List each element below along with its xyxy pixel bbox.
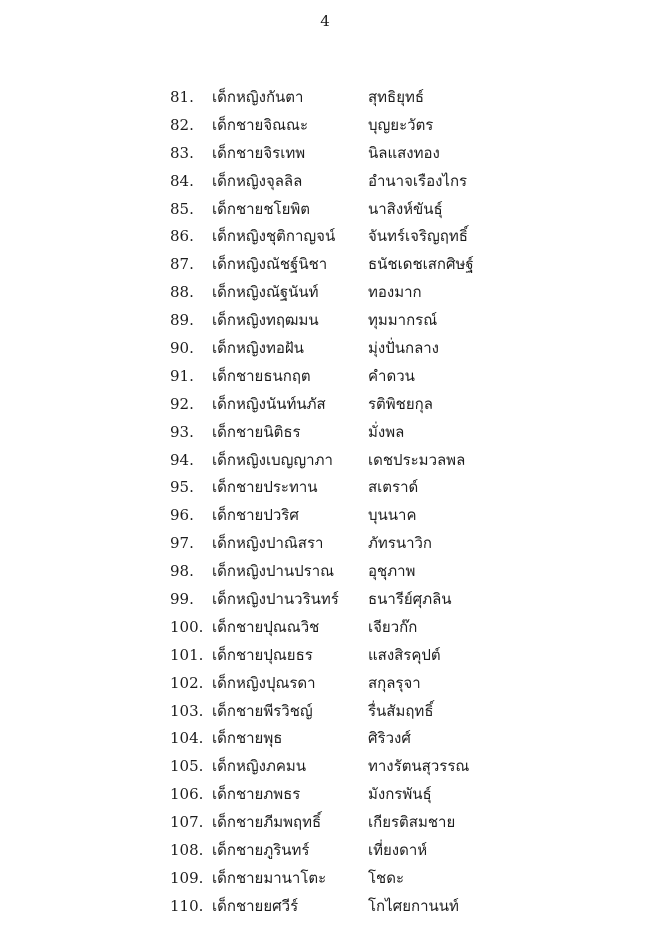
entry-number: 105.	[170, 757, 204, 776]
entry-number: 93.	[170, 422, 194, 441]
entry-given-name: เด็กชายประทาน	[212, 478, 318, 497]
list-item	[0, 868, 650, 896]
entry-given-name: เด็กหญิงทฤฒมน	[212, 311, 319, 330]
entry-given-name: เด็กหญิงภคมน	[212, 757, 307, 776]
entry-given-name: เด็กชายภูรินทร์	[212, 841, 310, 860]
page-number: 4	[320, 12, 330, 30]
entry-number: 98.	[170, 562, 194, 581]
list-item	[0, 589, 650, 617]
entry-number: 82.	[170, 115, 194, 134]
entry-surname: นาสิงห์ขันธุ์	[368, 199, 443, 218]
entry-given-name: เด็กชายปุณณวิช	[212, 617, 320, 636]
list-item	[0, 561, 650, 589]
entry-number: 110.	[170, 896, 204, 915]
entry-given-name: เด็กชายชโยพิต	[212, 199, 310, 218]
list-item	[0, 896, 650, 924]
entry-given-name: เด็กชายยศวีร์	[212, 896, 299, 915]
entry-given-name: เด็กหญิงปาณิสรา	[212, 534, 324, 553]
list-item	[0, 115, 650, 143]
entry-number: 97.	[170, 534, 194, 553]
entry-number: 90.	[170, 339, 194, 358]
entry-given-name: เด็กชายพุธ	[212, 729, 283, 748]
entry-surname: จันทร์เจริญฤทธิ์	[368, 227, 468, 246]
list-item	[0, 701, 650, 729]
entry-surname: บุนนาค	[368, 506, 417, 525]
entry-number: 84.	[170, 171, 194, 190]
entry-number: 109.	[170, 868, 204, 887]
entry-surname: สกุลรุจา	[368, 673, 421, 692]
entry-surname: ทุมมากรณ์	[368, 311, 438, 330]
list-item	[0, 254, 650, 282]
entry-number: 87.	[170, 255, 194, 274]
entry-surname: เจียวก๊ก	[368, 617, 418, 636]
entry-number: 85.	[170, 199, 194, 218]
list-item	[0, 617, 650, 645]
entry-number: 108.	[170, 841, 204, 860]
entry-surname: มุ่งปั่นกลาง	[368, 339, 440, 358]
entry-given-name: เด็กหญิงณัฐนันท์	[212, 283, 319, 302]
entry-surname: อำนาจเรืองไกร	[368, 171, 468, 190]
entry-given-name: เด็กชายภีมพฤทธิ์	[212, 813, 322, 832]
entry-number: 101.	[170, 645, 204, 664]
list-item	[0, 199, 650, 227]
entry-number: 102.	[170, 673, 204, 692]
list-item	[0, 477, 650, 505]
entry-given-name: เด็กชายนิติธร	[212, 422, 301, 441]
entry-surname: แสงสิรคุปต์	[368, 645, 441, 664]
entry-number: 103.	[170, 701, 204, 720]
list-item	[0, 533, 650, 561]
list-item	[0, 645, 650, 673]
entry-number: 83.	[170, 143, 194, 162]
list-item	[0, 143, 650, 171]
entry-surname: มังกรพันธุ์	[368, 785, 432, 804]
list-item	[0, 338, 650, 366]
list-item	[0, 812, 650, 840]
entry-surname: นิลแสงทอง	[368, 143, 440, 162]
entry-given-name: เด็กหญิงณัชฐ์นิชา	[212, 255, 328, 274]
entry-surname: ธนารีย์ศุภลิน	[368, 590, 452, 609]
entry-number: 107.	[170, 813, 204, 832]
entry-number: 92.	[170, 394, 194, 413]
entry-surname: มั่งพล	[368, 422, 405, 441]
entry-given-name: เด็กชายภพธร	[212, 785, 301, 804]
entry-surname: รื่นสัมฤทธิ์	[368, 701, 434, 720]
entry-given-name: เด็กชายมานาโตะ	[212, 868, 327, 887]
name-list	[0, 87, 650, 924]
entry-surname: ธนัชเดชเสกศิษฐ์	[368, 255, 474, 274]
entry-number: 91.	[170, 366, 194, 385]
list-item	[0, 87, 650, 115]
entry-number: 100.	[170, 617, 204, 636]
entry-surname: เที่ยงดาห์	[368, 841, 428, 860]
entry-number: 89.	[170, 311, 194, 330]
list-item	[0, 505, 650, 533]
list-item	[0, 394, 650, 422]
entry-given-name: เด็กหญิงปานวรินทร์	[212, 590, 339, 609]
entry-number: 99.	[170, 590, 194, 609]
list-item	[0, 366, 650, 394]
list-item	[0, 673, 650, 701]
list-item	[0, 282, 650, 310]
entry-given-name: เด็กชายธนกฤต	[212, 366, 311, 385]
entry-surname: สเตราด์	[368, 478, 419, 497]
entry-surname: ศิริวงศ์	[368, 729, 411, 748]
entry-given-name: เด็กหญิงนันท์นภัส	[212, 394, 326, 413]
entry-surname: ทองมาก	[368, 283, 422, 302]
list-item	[0, 784, 650, 812]
entry-given-name: เด็กหญิงจุลลิล	[212, 171, 303, 190]
entry-surname: บุญยะวัตร	[368, 115, 434, 134]
list-item	[0, 171, 650, 199]
entry-surname: ทางรัตนสุวรรณ	[368, 757, 470, 776]
entry-number: 88.	[170, 283, 194, 302]
list-item	[0, 226, 650, 254]
entry-surname: โชดะ	[368, 868, 405, 887]
entry-given-name: เด็กหญิงทอฝัน	[212, 339, 304, 358]
entry-surname: สุทธิยุทธ์	[368, 88, 425, 106]
entry-given-name: เด็กหญิงชุติกาญจน์	[212, 227, 336, 246]
entry-number: 95.	[170, 478, 194, 497]
entry-surname: คำดวน	[368, 366, 415, 385]
entry-given-name: เด็กหญิงเบญญาภา	[212, 450, 333, 469]
entry-given-name: เด็กหญิงกันตา	[212, 88, 304, 106]
list-item	[0, 756, 650, 784]
entry-surname: เดชประมวลพล	[368, 450, 466, 469]
list-item	[0, 422, 650, 450]
entry-surname: รติพิชยกุล	[368, 394, 433, 413]
entry-number: 94.	[170, 450, 194, 469]
entry-surname: อุชุภาพ	[368, 562, 416, 581]
entry-surname: ภัทรนาวิก	[368, 534, 433, 553]
entry-given-name: เด็กชายปวริศ	[212, 506, 299, 525]
entry-given-name: เด็กหญิงปุณรดา	[212, 673, 316, 692]
entry-given-name: เด็กหญิงปานปราณ	[212, 562, 335, 581]
entry-given-name: เด็กชายปุณยธร	[212, 645, 313, 664]
entry-given-name: เด็กชายจิรเทพ	[212, 143, 306, 162]
list-item	[0, 450, 650, 478]
list-item	[0, 728, 650, 756]
entry-number: 96.	[170, 506, 194, 525]
entry-number: 86.	[170, 227, 194, 246]
entry-surname: เกียรติสมชาย	[368, 813, 456, 832]
list-item	[0, 310, 650, 338]
entry-given-name: เด็กชายจิณณะ	[212, 115, 309, 134]
list-item	[0, 840, 650, 868]
entry-surname: โกไศยกานนท์	[368, 896, 459, 915]
entry-given-name: เด็กชายพีรวิชญ์	[212, 701, 313, 720]
entry-number: 106.	[170, 785, 204, 804]
entry-number: 81.	[170, 88, 194, 106]
entry-number: 104.	[170, 729, 204, 748]
